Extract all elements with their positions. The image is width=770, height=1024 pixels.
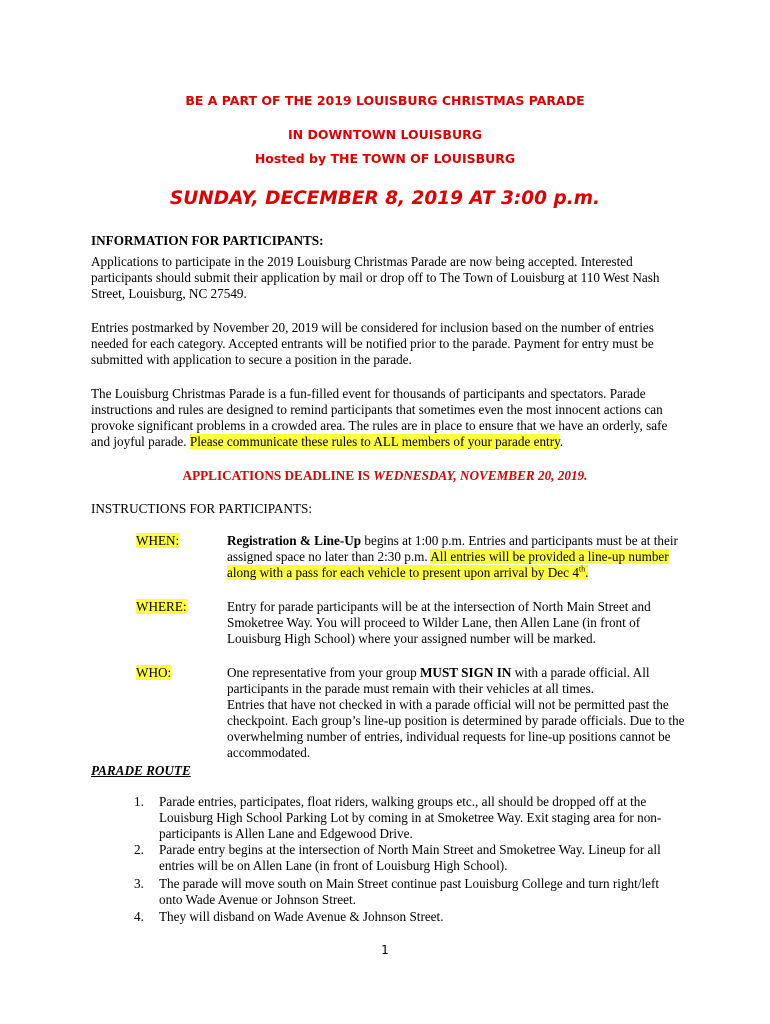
page-number: 1 (381, 943, 389, 957)
highlight-lineup: All entries will be provided a line-up number along with a pass for each vehicle to present upon arrival by Dec 4th. (227, 549, 669, 580)
document-page: BE A PART OF THE 2019 LOUISBURG CHRISTMAS PARADE IN DOWNTOWN LOUISBURG Hosted by THE TOWN OF LOUISBURG SUNDAY, DECEMBER 8, 2019 AT 3:00 p.m. INFORMATION FOR PARTICIPANTS: Applications to participate in the 2019 Louisburg Christmas Parade are now being accepted. Interested participants should submit their application by mail or drop off to The Town of Louisburg at 110 West Nash Street, Louisburg, NC 27549. Entries postmarked by November 20, 2019 will be considered for inclusion based on the number of entries needed for each category. Accepted entrants will be notified prior to the parade. Payment for entry must be submitted with application to secure a position in the parade. The Louisburg Christmas Parade is a fun-filled event for thousands of participants and spectators. Parade instructions and rules are designed to remind participants that sometimes even the most innocent actions can provoke significant problems in a crowded area. The rules are in place to ensure that we have an orderly, safe and joyful parade. Please communicate these rules to ALL members of your parade entry. APPLICATIONS DEADLINE IS WEDNESDAY, NOVEMBER 20, 2019. INSTRUCTIONS FOR PARTICIPANTS: WHEN: Registration & Line-Up begins at 1:00 p.m. Entries and participants must be at their assigned space no later than 2:30 p.m. All entries will be provided a line-up number along with a pass for each vehicle to present upon arrival by Dec 4th. WHERE: Entry for parade participants will be at the intersection of North Main Street and Smoketree Way. You will proceed to Wilder Lane, then Allen Lane (in front of Louisburg High School) where your assigned number will be marked. WHO: One representative from your group MUST SIGN IN with a parade official. All participants in the parade must remain with their vehicles at all times. Entries that have not checked in with a parade official will not be permitted past the checkpoint. Each group’s line-up position is determined by parade officials. Due to the overwhelming number of entries, individual requests for line-up positions cannot be accommodated. PARADE ROUTE 1. Parade entries, participates, float riders, walking groups etc., all should be dropped off at the Louisburg High School Parking Lot by coming in at Smoketree Way. Exit staging area for non-participants is Allen Lane and Edgewood Drive. 2. Parade entry begins at the intersection of North Main Street and Smoketree Way. Lineup for all entries will be on Allen Lane (in front of Louisburg High School). 3. The parade will move south on Main Street continue past Louisburg College and turn right/left onto Wade Avenue or Johnson Street. 4. They will disband on Wade Avenue & Johnson Street. 1 (0, 0, 770, 1024)
highlight-rules: Please communicate these rules to ALL members of your parade entry (189, 434, 560, 449)
who-label: WHO: (136, 665, 172, 680)
who-text: One representative from your group MUST SIGN IN with a parade official. All participants in the parade must remain with their vehicles at all times. Entries that have not checked in with a parade official will not be permitted past the checkpoint. Each group’s line-up position is determined by parade officials. Due to the overwhelming number of entries, individual requests for line-up positions cannot be accommodated. (227, 665, 685, 760)
info-paragraph-2: Entries postmarked by November 20, 2019 will be considered for inclusion based on the number of entries needed for each category. Accepted entrants will be notified prior to the parade. Payment for entry must be submitted with application to secure a position in the parade. (91, 320, 654, 367)
where-label: WHERE: (136, 599, 187, 614)
where-text: Entry for parade participants will be at the intersection of North Main Street and Smoketree Way. You will proceed to Wilder Lane, then Allen Lane (in front of Louisburg High School) where your assigned number will be marked. (227, 599, 651, 646)
when-text: Registration & Line-Up begins at 1:00 p.m. Entries and participants must be at their assigned space no later than 2:30 p.m. All entries will be provided a line-up number along with a pass for each vehicle to present upon arrival by Dec 4th. (227, 533, 678, 580)
event-date: SUNDAY, DECEMBER 8, 2019 AT 3:00 p.m. (169, 188, 601, 209)
info-paragraph-1: Applications to participate in the 2019 Louisburg Christmas Parade are now being accepted. Interested participants should submit their application by mail or drop off to The Town of Louisburg at 110 West Nash Street, Louisburg, NC 27549. (91, 254, 660, 301)
route-heading: PARADE ROUTE (91, 763, 191, 778)
when-label: WHEN: (136, 533, 180, 548)
header-location: IN DOWNTOWN LOUISBURG (288, 127, 482, 142)
info-paragraph-3: The Louisburg Christmas Parade is a fun-filled event for thousands of participants and spectators. Parade instructions and rules are designed to remind participants that sometimes even the most innocent actions can provoke significant problems in a crowded area. The rules are in place to ensure that we have an orderly, safe and joyful parade. Please communicate these rules to ALL members of your parade entry. (91, 386, 668, 449)
instructions-heading: INSTRUCTIONS FOR PARTICIPANTS: (91, 501, 313, 516)
info-heading: INFORMATION FOR PARTICIPANTS: (91, 233, 324, 248)
deadline-line: APPLICATIONS DEADLINE IS WEDNESDAY, NOVEMBER 20, 2019. (182, 468, 588, 483)
header-host: Hosted by THE TOWN OF LOUISBURG (254, 151, 516, 166)
header-title: BE A PART OF THE 2019 LOUISBURG CHRISTMAS PARADE (185, 93, 585, 108)
